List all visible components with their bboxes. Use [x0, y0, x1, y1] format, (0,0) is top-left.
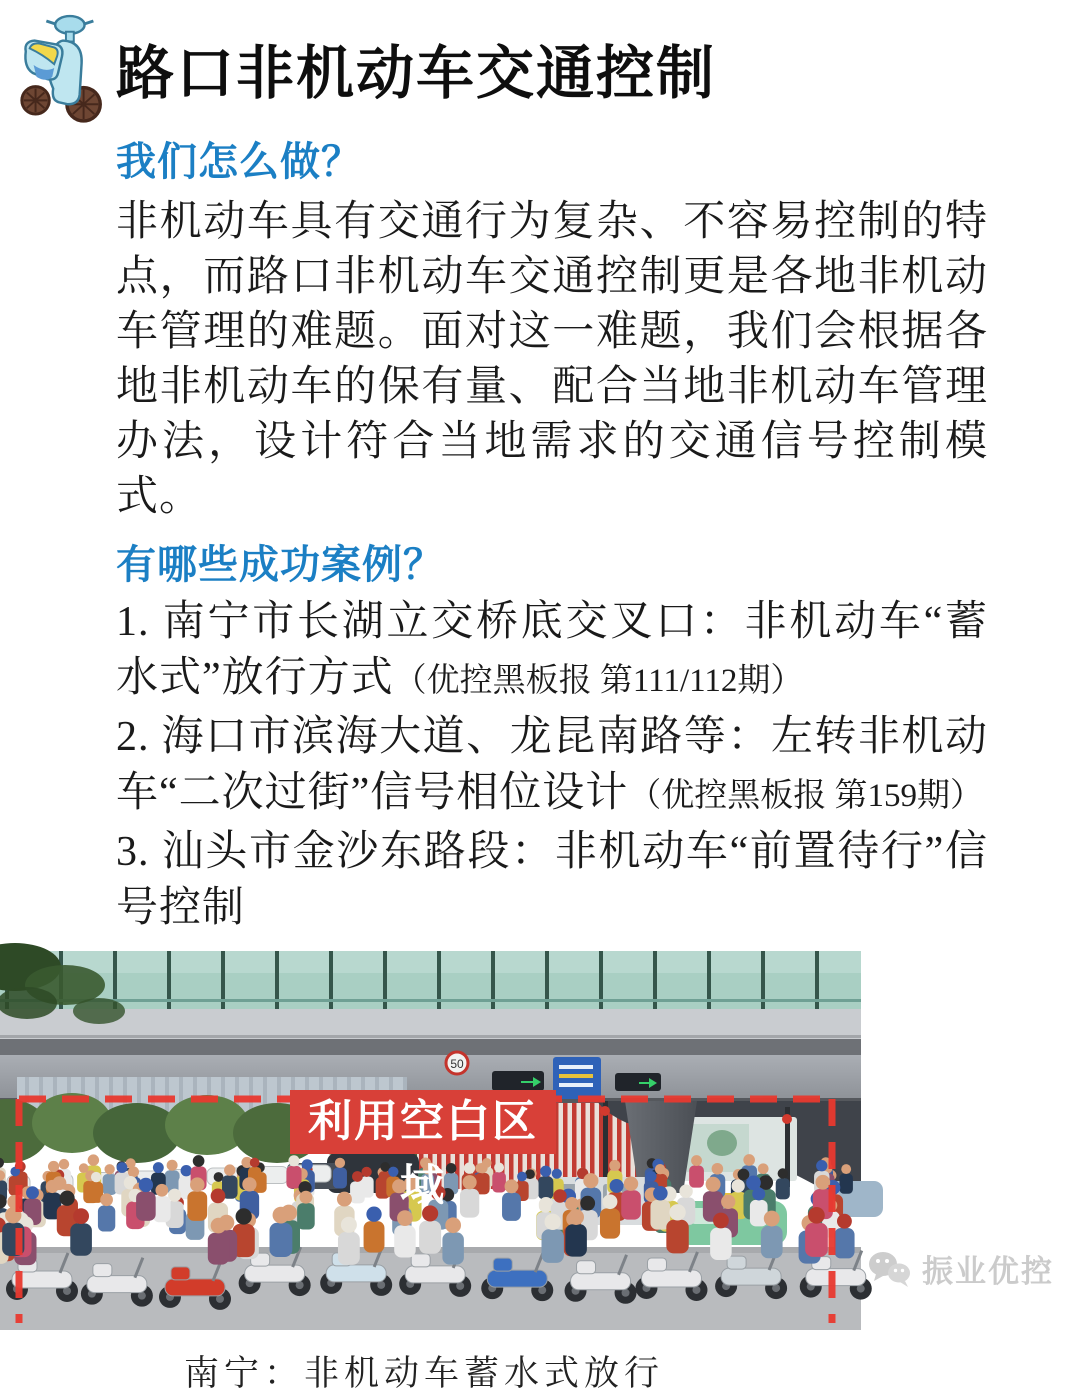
case-item — [116, 824, 988, 939]
street-photo — [0, 951, 861, 1396]
section-heading-cases: 有哪些成功案例？ — [116, 543, 444, 587]
case-note: （优控黑板报 第159期） — [628, 778, 984, 814]
case-text: 海口市滨海大道、龙昆南路等：左转非机动车“二次过街”信号相位设计 — [116, 714, 988, 816]
header — [0, 0, 1080, 122]
case-item — [116, 594, 988, 709]
case-text: 汕头市金沙东路段：非机动车“前置待行”信号控制 — [116, 829, 988, 931]
article-body — [116, 130, 988, 939]
page-title: 路口非机动车交通控制 — [116, 41, 717, 106]
scooter-icon — [14, 12, 112, 124]
case-text: 南宁市长湖立交桥底交叉口：非机动车“蓄水式”放行方式 — [116, 599, 988, 701]
case-list — [116, 594, 988, 939]
case-number: 2. — [116, 714, 150, 760]
case-number: 3. — [116, 829, 150, 875]
body-paragraph: 非机动车具有交通行为复杂、不容易控制的特点，而路口非机动车交通控制更是各地非机动车管理的难题。面对这一难题，我们会根据各地非机动车的保有量、配合当地非机动车管理办法，设计符合当地需求的交通信号控制模式。 — [116, 199, 988, 520]
case-item — [116, 709, 988, 824]
case-number: 1. — [116, 599, 150, 645]
watermark-text: 振业优控 — [922, 1254, 1054, 1289]
watermark — [866, 1246, 1054, 1291]
photo-annotation-label: 利用空白区域 — [290, 1090, 556, 1154]
photo-caption: 南宁：非机动车蓄水式放行 — [183, 1354, 664, 1393]
wechat-icon — [866, 1249, 914, 1289]
speed-sign-text: 50 — [450, 1057, 464, 1071]
section-heading-how: 我们怎么做？ — [116, 140, 362, 184]
case-note: （优控黑板报 第111/112期） — [393, 663, 804, 699]
